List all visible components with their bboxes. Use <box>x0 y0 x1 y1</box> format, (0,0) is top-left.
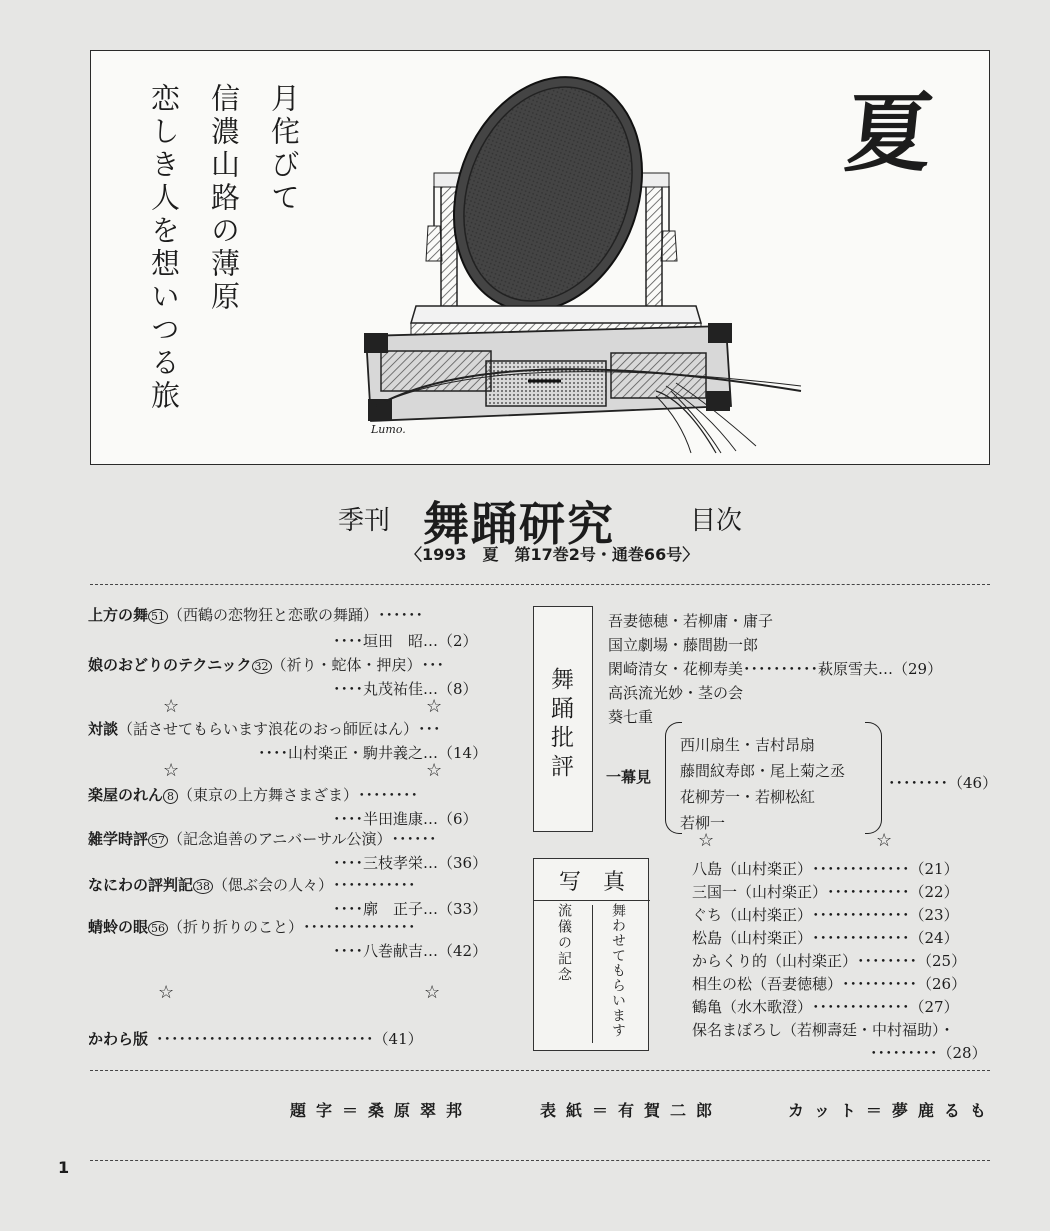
entry-author: ････廓 正子…（33） <box>333 900 488 918</box>
entry-author: ････山村楽正・駒井義之…（14） <box>258 744 488 762</box>
label-box-photo <box>533 858 649 1051</box>
label-dance-criticism: 舞踊批評 <box>547 667 573 783</box>
credit-calligraphy: 題字＝桑原翠邦 <box>290 1101 473 1120</box>
photo-item-6[interactable]: 相生の松（吾妻徳穂）･･････････（26） <box>692 975 967 993</box>
photo-item-5[interactable]: からくり的（山村楽正）････････（25） <box>692 952 967 970</box>
critique-line-2[interactable]: 国立劇場・藤間勘一郎 <box>608 636 759 654</box>
label-box-hihyo <box>533 606 593 832</box>
photo-item-8-page: ･････････（28） <box>870 1044 987 1062</box>
photo-item-2[interactable]: 三国一（山村楽正）･･･････････（22） <box>692 883 959 901</box>
leader-dots: ･････････････････････････････ <box>156 1030 374 1048</box>
serial-number: 38 <box>193 879 213 894</box>
entry-naniwa[interactable] <box>88 874 416 895</box>
entry-title: かわら版 <box>88 1030 149 1048</box>
entry-title: なにわの評判記 <box>88 876 194 894</box>
entry-subtitle: （偲ぶ会の人々）･･･････････ <box>213 876 416 894</box>
photo-item-7[interactable]: 鶴亀（水木歌澄）･････････････（27） <box>692 998 959 1016</box>
photo-item-3[interactable]: ぐち（山村楽正）･････････････（23） <box>692 906 959 924</box>
serial-number: 8 <box>163 789 178 804</box>
photo-divider <box>592 905 593 1043</box>
ichimakumi-line-4[interactable]: 若柳一 <box>680 814 726 832</box>
mirror-stand-illustration <box>356 61 826 456</box>
issue-info: 〈1993 夏 第17巻2号・通巻66号〉 <box>406 545 699 564</box>
entry-subtitle: （折り折りのこと）･･･････････････ <box>168 918 416 936</box>
divider-top <box>90 584 990 585</box>
serial-number: 32 <box>252 659 272 674</box>
entry-zatsugaku[interactable] <box>88 828 437 849</box>
divider-middle <box>90 1070 990 1071</box>
entry-tombo[interactable] <box>88 916 416 937</box>
entry-subtitle: （話させてもらいます浪花のおっ師匠はん）･･･ <box>118 720 441 738</box>
ichimakumi-line-3[interactable]: 花柳芳一・若柳松紅 <box>680 788 816 806</box>
entry-author: ････丸茂祐佳…（8） <box>333 680 478 698</box>
entry-subtitle: （東京の上方舞さまざま）････････ <box>178 786 419 804</box>
label-photo: 写 真 <box>534 865 650 901</box>
credit-cut: カット＝夢鹿るも <box>788 1101 996 1120</box>
photo-item-1[interactable]: 八島（山村楽正）･････････････（21） <box>692 860 959 878</box>
poem-line-3: 恋しき人を想いつる旅 <box>147 83 181 413</box>
magazine-title: 舞踊研究 <box>423 497 615 551</box>
serial-number: 56 <box>148 921 168 936</box>
critique-line-5[interactable]: 葵七重 <box>608 708 654 726</box>
contents-label: 目次 <box>690 506 743 536</box>
illustrator-signature: Lumo. <box>371 423 406 436</box>
entry-title: 楽屋のれん <box>88 786 164 804</box>
critique-line-3[interactable] <box>608 658 942 679</box>
ichimakumi-label: 一幕見 <box>606 768 652 786</box>
credit-cover: 表紙＝有賀二郎 <box>540 1101 723 1120</box>
entry-title: 雑学時評 <box>88 830 149 848</box>
star-divider: ☆ <box>426 760 443 781</box>
entry-subtitle: （西鶴の恋物狂と恋歌の舞踊）･･････ <box>168 606 424 624</box>
entry-author: ････垣田 昭…（2） <box>333 632 478 650</box>
star-divider: ☆ <box>158 982 175 1003</box>
entry-subtitle: （記念追善のアニバーサル公演）･･････ <box>168 830 437 848</box>
entry-author: ････三枝孝栄…（36） <box>333 854 488 872</box>
critique-line-1[interactable]: 吾妻徳穂・若柳庸・庸子 <box>608 612 774 630</box>
entry-title: 蜻蛉の眼 <box>88 918 149 936</box>
star-divider: ☆ <box>426 696 443 717</box>
entry-musume[interactable] <box>88 654 444 675</box>
critique-line-4[interactable]: 高浜流光妙・茎の会 <box>608 684 744 702</box>
bracket-right <box>865 722 882 834</box>
entry-gakuya[interactable] <box>88 784 418 805</box>
quarterly-label: 季刊 <box>338 506 391 536</box>
entry-taidan[interactable] <box>88 718 441 739</box>
entry-title: 上方の舞 <box>88 606 149 624</box>
serial-number: 57 <box>148 833 168 848</box>
ichimakumi-line-2[interactable]: 藤間紋寿郎・尾上菊之丞 <box>680 762 846 780</box>
photo-item-4[interactable]: 松島（山村楽正）･････････････（24） <box>692 929 959 947</box>
star-divider: ☆ <box>163 760 180 781</box>
page-number: 1 <box>58 1158 70 1177</box>
star-divider: ☆ <box>876 830 893 851</box>
toc-header <box>0 490 1050 550</box>
ichimakumi-page: ････････（46） <box>888 774 998 792</box>
star-divider: ☆ <box>163 696 180 717</box>
entry-author: ････半田進康…（6） <box>333 810 478 828</box>
season-glyph-summer <box>840 83 946 221</box>
entry-author: ････八巻献吉…（42） <box>333 942 488 960</box>
photo-item-8[interactable]: 保名まぼろし（若柳壽廷・中村福助）・ <box>692 1021 955 1039</box>
divider-bottom <box>90 1160 990 1161</box>
entry-kawaraban[interactable] <box>88 1028 423 1049</box>
critique-author-page: ･･････････萩原雪夫…（29） <box>743 660 943 678</box>
entry-title: 対談 <box>88 720 119 738</box>
serial-number: 51 <box>148 609 168 624</box>
star-divider: ☆ <box>424 982 441 1003</box>
page-ref: （41） <box>373 1030 423 1048</box>
illustration-frame <box>90 50 990 465</box>
critique-name: 閑崎清女・花柳寿美 <box>608 660 744 678</box>
star-divider: ☆ <box>698 830 715 851</box>
poem-line-1: 月侘びて <box>267 83 301 215</box>
poem-line-2: 信濃山路の薄原 <box>207 83 241 314</box>
entry-subtitle: （祈り・蛇体・押戻）･･･ <box>271 656 445 674</box>
ichimakumi-line-1[interactable]: 西川扇生・吉村昂扇 <box>680 736 816 754</box>
photo-caption-ryugi: 流儀の記念 <box>556 903 572 983</box>
season-glyph: 夏 <box>840 83 938 184</box>
photo-caption-mawasete: 舞わせてもらいます <box>610 903 626 1038</box>
entry-title: 娘のおどりのテクニック <box>88 656 252 674</box>
entry-kamigata[interactable] <box>88 604 423 625</box>
